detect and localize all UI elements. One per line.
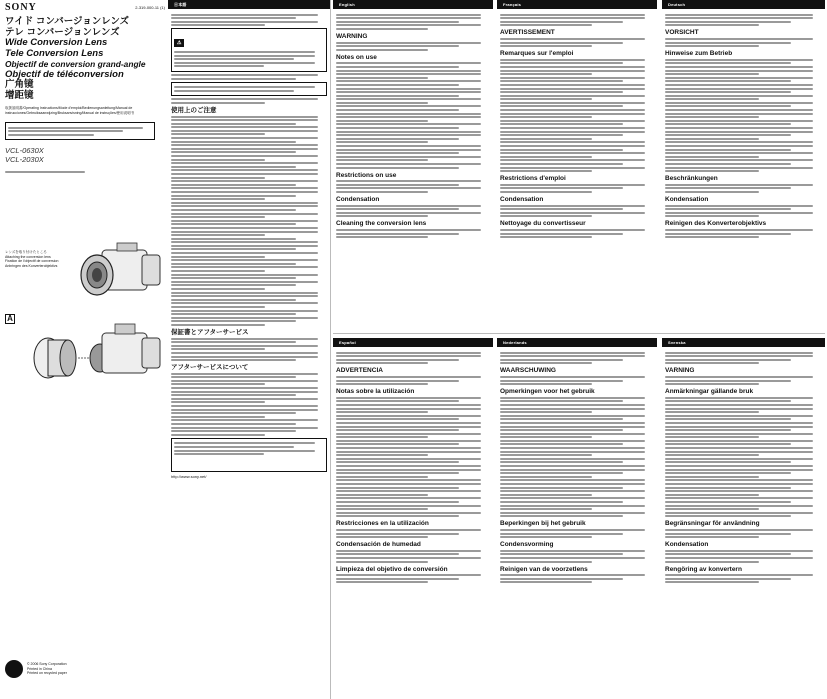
title-fr-tele: Objectif de téléconversion [5, 68, 124, 80]
es-warning-heading: ADVERTENCIA [336, 367, 383, 375]
ja-notes-heading: 使用上のご注意 [171, 106, 217, 114]
ja-service-heading: 保証書とアフターサービス [171, 328, 249, 336]
nl-condensation-heading: Condensvorming [500, 541, 554, 549]
footer-copyright: © 2006 Sony Corporation [27, 662, 67, 667]
title-ja-wide: ワイド コンバージョンレンズ [5, 16, 130, 27]
column-header-sv: Svenska [662, 338, 825, 347]
title-zh-tele: 增距镜 [5, 89, 34, 101]
camcorder-tele-illustration [30, 318, 165, 388]
column-japanese [168, 0, 330, 699]
fr-warning-heading: AVERTISSEMENT [500, 29, 555, 37]
caption-ja: レンズを取り付けたところ [5, 250, 47, 254]
column-header-en: English [333, 0, 493, 9]
caption-de: Anbringen des Konverterobjektivs [5, 263, 58, 268]
es-condensation-heading: Condensación de humedad [336, 541, 421, 549]
model-wide: VCL-0630X [5, 146, 44, 155]
column-spanish [333, 338, 493, 698]
sv-cleaning-heading: Rengöring av konvertern [665, 565, 742, 573]
en-notes-heading: Notes on use [336, 53, 377, 61]
sv-condensation-heading: Kondensation [665, 541, 709, 549]
column-french [497, 0, 657, 330]
nl-restrictions-heading: Beperkingen bij het gebruik [500, 520, 586, 528]
de-restrictions-heading: Beschränkungen [665, 175, 718, 183]
ja-warning-label: ⚠ [174, 39, 184, 47]
column-header-es: Español [333, 338, 493, 347]
sv-restrictions-heading: Begränsningar för användning [665, 520, 760, 528]
column-header-ja: 日本語 [168, 0, 330, 9]
title-en-tele: Tele Conversion Lens [5, 47, 104, 59]
nl-warning-heading: WAARSCHUWING [500, 367, 556, 375]
column-swedish [662, 338, 825, 698]
brand-logo: SONY [5, 2, 37, 13]
fr-restrictions-heading: Restrictions d'emploi [500, 175, 566, 183]
figure-caption [5, 250, 60, 268]
cover-column [2, 0, 168, 699]
model-tele: VCL-2030X [5, 155, 44, 164]
de-cleaning-heading: Reinigen des Konverterobjektivs [665, 220, 767, 228]
ja-contact-box [171, 438, 327, 472]
sv-notes-heading: Anmärkningar gällande bruk [665, 388, 754, 396]
camcorder-wide-illustration [72, 240, 167, 310]
en-restrictions-heading: Restrictions on use [336, 171, 397, 179]
recycle-logo [5, 660, 23, 678]
caption-en: Attaching the conversion lens [5, 254, 51, 259]
ja-support-heading: アフターサービスについて [171, 364, 249, 372]
es-cleaning-heading: Limpieza del objetivo de conversión [336, 565, 448, 573]
ja-warning-box [171, 28, 327, 72]
title-en-wide: Wide Conversion Lens [5, 37, 108, 48]
sv-warning-heading: VARNING [665, 367, 695, 375]
fr-cleaning-heading: Nettoyage du convertisseur [500, 220, 586, 228]
product-titles [2, 15, 168, 103]
footer-url[interactable]: http://www.sony.net/ [171, 473, 207, 479]
column-dutch [497, 338, 657, 698]
title-ja-tele: テレ コンバージョンレンズ [5, 26, 120, 38]
es-notes-heading: Notas sobre la utilización [336, 388, 415, 396]
en-condensation-heading: Condensation [336, 195, 380, 203]
footer-recycled: Printed on recycled paper [27, 671, 67, 676]
column-english [333, 0, 493, 330]
de-warning-heading: VORSICHT [665, 29, 699, 37]
title-zh-wide: 广角镜 [5, 79, 34, 90]
column-header-fr: Français [497, 0, 657, 9]
en-warning-heading: WARNING [336, 32, 368, 40]
fr-notes-heading: Remarques sur l'emploi [500, 50, 574, 58]
figure-marker-a: A [5, 314, 15, 324]
ja-caution-box [171, 82, 327, 97]
de-condensation-heading: Kondensation [665, 195, 709, 203]
fr-condensation-heading: Condensation [500, 195, 544, 203]
part-number: 2-319-000-11 (1) [135, 5, 165, 10]
nl-notes-heading: Opmerkingen voor het gebruik [500, 388, 595, 396]
es-restrictions-heading: Restricciones en la utilización [336, 520, 429, 528]
cover-warning-box [5, 122, 155, 140]
footer-printed: Printed in China [27, 666, 52, 671]
en-cleaning-heading: Cleaning the conversion lens [336, 220, 427, 228]
column-header-de: Deutsch [662, 0, 825, 9]
title-fr-wide: Objectif de conversion grand-angle [5, 59, 146, 69]
caption-fr: Fixation de l'objectif de conversion [5, 259, 59, 263]
de-notes-heading: Hinweise zum Betrieb [665, 50, 733, 58]
cover-footer [5, 660, 165, 678]
column-german [662, 0, 825, 330]
nl-cleaning-heading: Reinigen van de voorzetlens [500, 565, 588, 573]
instructions-languages: 取扱説明書/Operating Instructions/Mode d'emploi/Bedienungsanleitung/Manual de instrucciones/Gebruiksaanwijzing/Bruksanvisning/Manual de instruções/使用说明书 [5, 106, 135, 115]
column-header-nl: Nederlands [497, 338, 657, 347]
